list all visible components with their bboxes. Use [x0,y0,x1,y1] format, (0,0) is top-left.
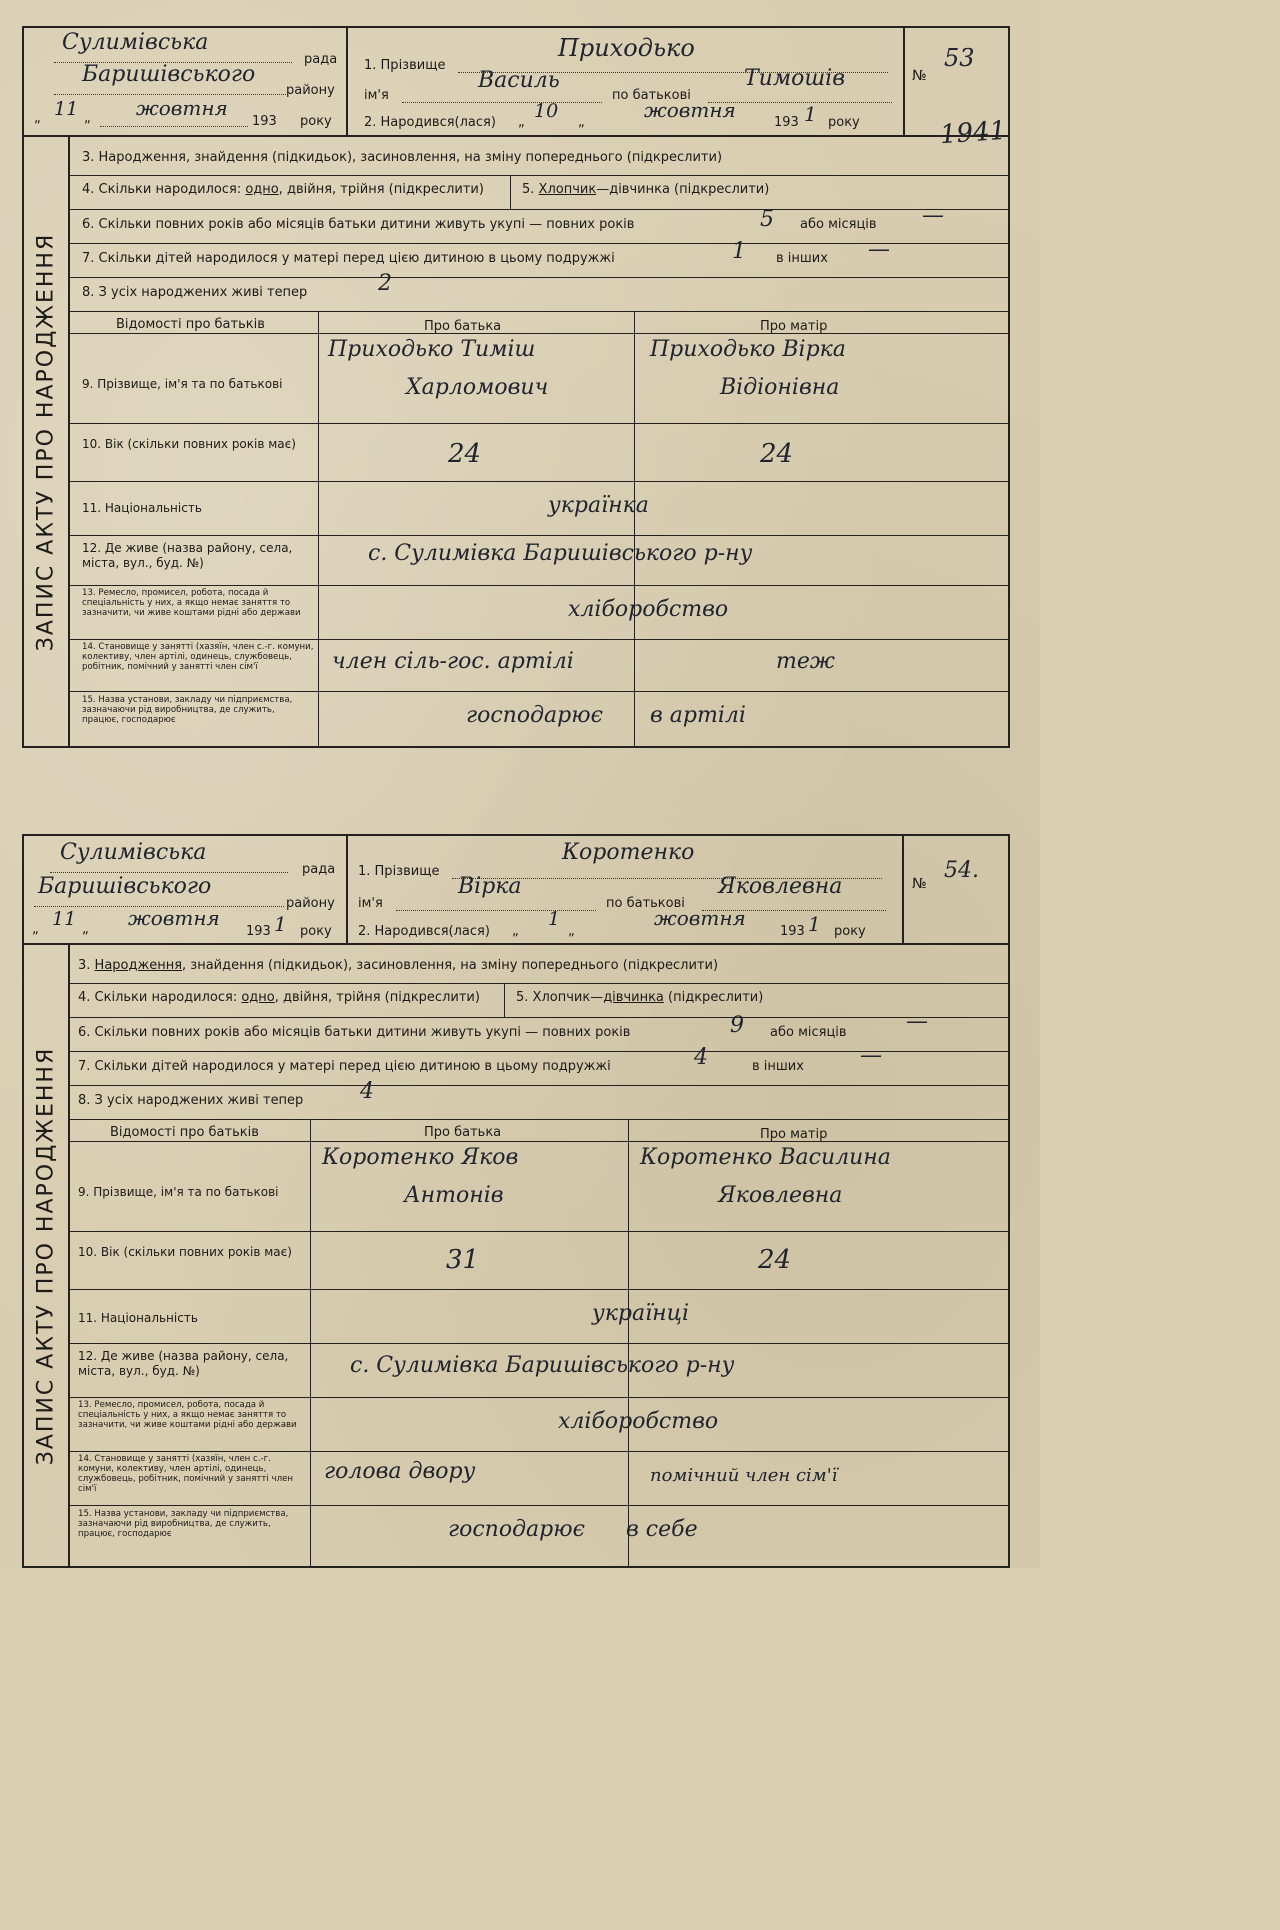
workplace-a: господарює [466,703,603,728]
name-value: Вірка [458,874,522,899]
record-number-block [904,28,1008,135]
q12-label: 12. Де живе (назва району, села, міста, вул., буд. №) [78,1349,289,1378]
side-title-strip [24,137,70,746]
date-year-hand: 1 [274,912,287,936]
name-label: ім'я [358,896,383,911]
q15-label: 15. Назва установи, закладу чи підприємства, зазначаючи рід виробництва, де служить, працює, господарює [78,1509,289,1539]
date-month: жовтня [136,96,228,120]
child-identity-block: 1. Прізвище Коротенко ім'я Вірка по батькові Яковлевна 2. Народився(лася) „ 1 „ жовтня 193 1 року [342,836,904,943]
surname-label: 1. Прізвище [358,864,440,879]
born-year-hand: 1 [808,912,821,936]
number-label: № [912,68,927,84]
q14-label: 14. Становище у занятті (хазяїн, член с.-г. комуни, колективу, член артілі, одинець, службовець, робітник, помічний у занятті член сім'ї [82,642,314,672]
q11-label: 11. Національність [78,1311,198,1325]
born-month: жовтня [654,906,746,930]
father-name-line1: Коротенко Яков [322,1145,519,1170]
q4-label: 4. Скільки народилося: одно, двійня, трійня (підкреслити) [82,182,484,197]
number-label: № [912,876,927,892]
q7-value: 1 [732,239,746,264]
patronymic-value: Тимошів [744,66,846,91]
q6-years: 5 [760,207,774,232]
number-value: 54. [944,858,979,883]
q6-years: 9 [730,1013,744,1038]
nationality: українці [592,1301,690,1326]
q11-label: 11. Національність [82,501,202,515]
born-label: 2. Народився(лася) [358,924,490,939]
born-year-label: року [828,115,860,130]
q3-label: 3. Народження, знайдення (підкидьок), засиновлення, на зміну попереднього (підкреслити) [78,958,719,973]
father-name-line2: Антонів [404,1183,504,1208]
patronymic-value: Яковлевна [718,874,843,899]
number-value: 53 [944,44,975,72]
workplace-b: в артілі [650,703,746,728]
occupation: хліборобство [568,597,729,622]
residence: с. Сулимівка Баришівського р-ну [368,541,753,566]
occupation: хліборобство [558,1409,719,1434]
q6-months-label: або місяців [770,1025,847,1040]
q6-label: 6. Скільки повних років або місяців батьки дитини живуть укупі — повних років [78,1025,631,1040]
mother-name-line2: Відіонівна [720,375,840,400]
q7-label: 7. Скільки дітей народилося у матері перед цією дитиною в цьому подружжі [82,251,615,266]
father-position: голова двору [324,1459,476,1484]
side-title: ЗАПИС АКТУ ПРО НАРОДЖЕННЯ [33,1046,59,1465]
born-day: 1 [548,908,561,930]
record-body [70,945,1008,1566]
q10-label: 10. Вік (скільки повних років має) [82,437,296,451]
mother-name-line2: Яковлевна [718,1183,843,1208]
mother-position: помічний член сім'ї [650,1465,838,1486]
father-name-line1: Приходько Тиміш [328,337,536,362]
q6-label: 6. Скільки повних років або місяців батьки дитини живуть укупі — повних років [82,217,635,232]
year-label: року [300,114,332,129]
date-year: 193 [246,924,271,939]
district-label: району [286,83,335,98]
q8-value: 4 [360,1079,374,1104]
side-title: ЗАПИС АКТУ ПРО НАРОДЖЕННЯ [33,232,59,651]
name-label: ім'я [364,88,389,103]
father-header: Про батька [424,1125,502,1140]
record-header [24,836,1008,945]
q10-label: 10. Вік (скільки повних років має) [78,1245,292,1259]
q7-other: — [860,1043,882,1068]
q7-label: 7. Скільки дітей народилося у матері перед цією дитиною в цьому подружжі [78,1059,611,1074]
patronymic-label: по батькові [606,896,685,911]
parents-header: Відомості про батьків [116,317,265,332]
born-month: жовтня [644,98,736,122]
record-header [24,28,1008,137]
q5-label: 5. Хлопчик—дівчинка (підкреслити) [516,990,764,1005]
mother-header: Про матір [760,319,828,334]
q14-label: 14. Становище у занятті (хазяїн, член с.-г. комуни, колективу, член артілі, одинець, службовець, робітник, помічний у занятті член сім'ї [78,1454,293,1494]
q15-label: 15. Назва установи, закладу чи підприємства, зазначаючи рід виробництва, де служить, працює, господарює [82,695,293,725]
workplace-a: господарює [448,1517,585,1542]
q6-months-label: або місяців [800,217,877,232]
born-year: 193 [774,115,799,130]
father-age: 31 [446,1245,480,1275]
mother-age: 24 [758,1245,792,1275]
q3-label: 3. Народження, знайдення (підкидьок), засиновлення, на зміну попереднього (підкреслити) [82,150,723,165]
parents-header: Відомості про батьків [110,1125,259,1140]
residence: с. Сулимівка Баришівського р-ну [350,1353,735,1378]
birth-record-1 [22,26,1010,748]
council-value: Сулимівська [60,840,207,865]
nationality: українка [548,493,649,518]
name-value: Василь [478,68,560,93]
birth-record-2 [22,834,1010,1568]
q7-other-label: в інших [776,251,828,266]
born-day: 10 [534,100,559,122]
q6-months: — [922,203,944,228]
council-label: рада [304,52,338,67]
father-position: член сіль-гос. артілі [332,649,574,674]
surname-value: Приходько [558,34,695,62]
q9-label: 9. Прізвище, ім'я та по батькові [78,1185,279,1199]
council-label: рада [302,862,336,877]
registry-office-block: Сулимівська рада Баришівського району „ 11 „ жовтня 193 року [24,28,348,135]
district-value: Баришівського [38,874,212,899]
born-year-hand: 1 [804,102,817,126]
born-label: 2. Народився(лася) [364,115,496,130]
surname-value: Коротенко [562,840,695,865]
q5-label: 5. Хлопчик—дівчинка (підкреслити) [522,182,770,197]
q7-value: 4 [694,1045,708,1070]
q13-label: 13. Ремесло, промисел, робота, посада й спеціальність у них, а якщо немає заняття то зазначити, чи живе коштами рідні або держави [82,588,301,618]
q12-label: 12. Де живе (назва району, села, міста, вул., буд. №) [82,541,293,570]
q8-label: 8. З усіх народжених живі тепер [78,1093,304,1108]
mother-position: теж [776,649,835,674]
date-day: 11 [54,98,79,120]
q8-value: 2 [378,271,392,296]
q9-label: 9. Прізвище, ім'я та по батькові [82,377,283,391]
council-value: Сулимівська [62,30,209,55]
record-body [70,137,1008,746]
father-header: Про батька [424,319,502,334]
born-year-label: року [834,924,866,939]
record-number-block [904,836,1008,943]
surname-label: 1. Прізвище [364,58,446,73]
workplace-b: в себе [626,1517,698,1542]
registry-office-block: Сулимівська рада Баришівського району „ 11 „ жовтня 193 1 року [24,836,348,943]
q6-months: — [906,1009,928,1034]
year-label: року [300,924,332,939]
district-label: району [286,896,335,911]
mother-header: Про матір [760,1127,828,1142]
mother-age: 24 [760,439,794,469]
q4-label: 4. Скільки народилося: одно, двійня, трійня (підкреслити) [78,990,480,1005]
father-age: 24 [448,439,482,469]
date-day: 11 [52,908,77,930]
side-title-strip [24,945,70,1566]
q7-other: — [868,237,890,262]
mother-name-line1: Приходько Вірка [650,337,846,362]
mother-name-line1: Коротенко Василина [640,1145,891,1170]
child-identity-block: 1. Прізвище Приходько ім'я Василь по батькові Тимошів 2. Народився(лася) „ 10 „ жовтня 193 1 року [348,28,905,135]
date-month: жовтня [128,906,220,930]
q7-other-label: в інших [752,1059,804,1074]
district-value: Баришівського [82,62,256,87]
patronymic-label: по батькові [612,88,691,103]
margin-note: 1941 [939,115,1008,151]
date-year: 193 [252,114,277,129]
born-year: 193 [780,924,805,939]
q8-label: 8. З усіх народжених живі тепер [82,285,308,300]
q13-label: 13. Ремесло, промисел, робота, посада й спеціальність у них, а якщо немає заняття то зазначити, чи живе коштами рідні або держави [78,1400,297,1430]
father-name-line2: Харломович [406,375,549,400]
